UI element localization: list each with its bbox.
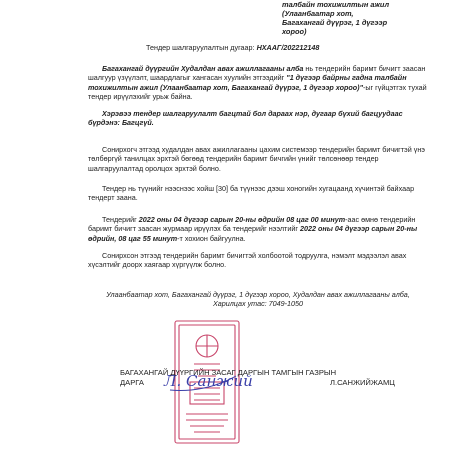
footer-address-line: Улаанбаатар хот, Багахангай дүүрэг, 1 дүгээр хороо, Худалдан авах ажиллагааны алба, xyxy=(106,290,410,299)
deadline-text-1: Тендерийг xyxy=(102,215,139,224)
signatory-organization: БАГАХАНГАЙ ДҮҮРГИЙН ЗАСАГ ДАРГЫН ТАМГЫН ГАЗРЫН xyxy=(120,368,337,377)
intro-paragraph xyxy=(88,64,428,102)
org-name: Багахангай дүүргийн Худалдан авах ажиллагааны алба xyxy=(102,64,304,73)
signatory-name: Л.САНЖИЙЖАМЦ xyxy=(330,378,395,387)
address-line: Багахангай дүүрэг, 1 дүгээр xyxy=(282,18,388,27)
intro-text-1: нь тендерийн баримт бичигт заасан шалгуур үзүүлэлт, шаардлагыг хангасан хуулийн этгээдийг xyxy=(88,64,426,83)
signatory-title: ДАРГА xyxy=(120,378,144,387)
tender-reference xyxy=(146,43,319,52)
reference-label: Тендер шалгаруулалтын дугаар: xyxy=(146,43,255,52)
submission-deadline: 2022 оны 04 дүгээр сарын 20-ны өдрийн 08 цаг 00 минут xyxy=(138,215,346,224)
intro-text-2: -ыг гүйцэтгэх тухай тендер ирүүлэхийг урьж байна. xyxy=(88,82,427,102)
lots-notice: Хэрэвээ тендер шалгаруулалт багцтай бол дараах нэр, дугаар бүхий багцуудаас бүрдэнэ: Багцгүй. xyxy=(88,109,403,128)
contact-paragraph: Сонирхсон этгээд тендерийн баримт бичигтэй холбоотой тодруулга, нэмэлт мэдээлэл авах хүсэлтийг доорх хаягаар хүргүүлж болно. xyxy=(88,251,407,270)
footer-phone: Харилцах утас: 7049-1050 xyxy=(212,299,304,309)
address-line: (Улаанбаатар хот, xyxy=(282,9,354,18)
project-name: "1 дүгээр байрны гадна талбайн тохижилтын ажил (Улаанбаатар хот, Багахангай дүүрэг, 1 дүгээр хороо)" xyxy=(88,73,407,92)
validity-paragraph: Тендер нь түүнийг нээснээс хойш [30] ба түүнээс дээш хоногийн хугацаанд хүчинтэй байхаар тендерт заана. xyxy=(88,184,415,203)
reference-number: НХААГ/202212148 xyxy=(256,43,320,52)
footer-address xyxy=(88,290,428,309)
svg-text:Л. Санжий: Л. Санжий xyxy=(164,372,253,390)
address-line: хороо) xyxy=(282,27,307,36)
deadline-paragraph xyxy=(88,215,428,243)
deadline-text-2: -аас өмнө тендерийн баримт бичигт заасан журмаар ирүүлэх ба тендерийг нээлтийг xyxy=(88,215,416,234)
recipient-address xyxy=(282,0,442,36)
opening-time: 2022 оны 04 дүгээр сарын 20-ны өдрийн, 08 цаг 55 минут xyxy=(88,224,418,243)
deadline-text-3: -т хохион байгуулна. xyxy=(177,233,246,243)
address-line: талбайн тохижилтын ажил xyxy=(282,0,390,9)
access-paragraph: Сонирхогч этгээд худалдан авах ажиллагааны цахим системээр тендерийн баримт бичигтэй үнэ төлбөргүй танилцах эрхтэй бөгөөд тендерийн баримт бичгийн үнийг төлсөнөөр тендер шалгаруулалтад оролцох эрхтэй болно. xyxy=(88,145,425,173)
